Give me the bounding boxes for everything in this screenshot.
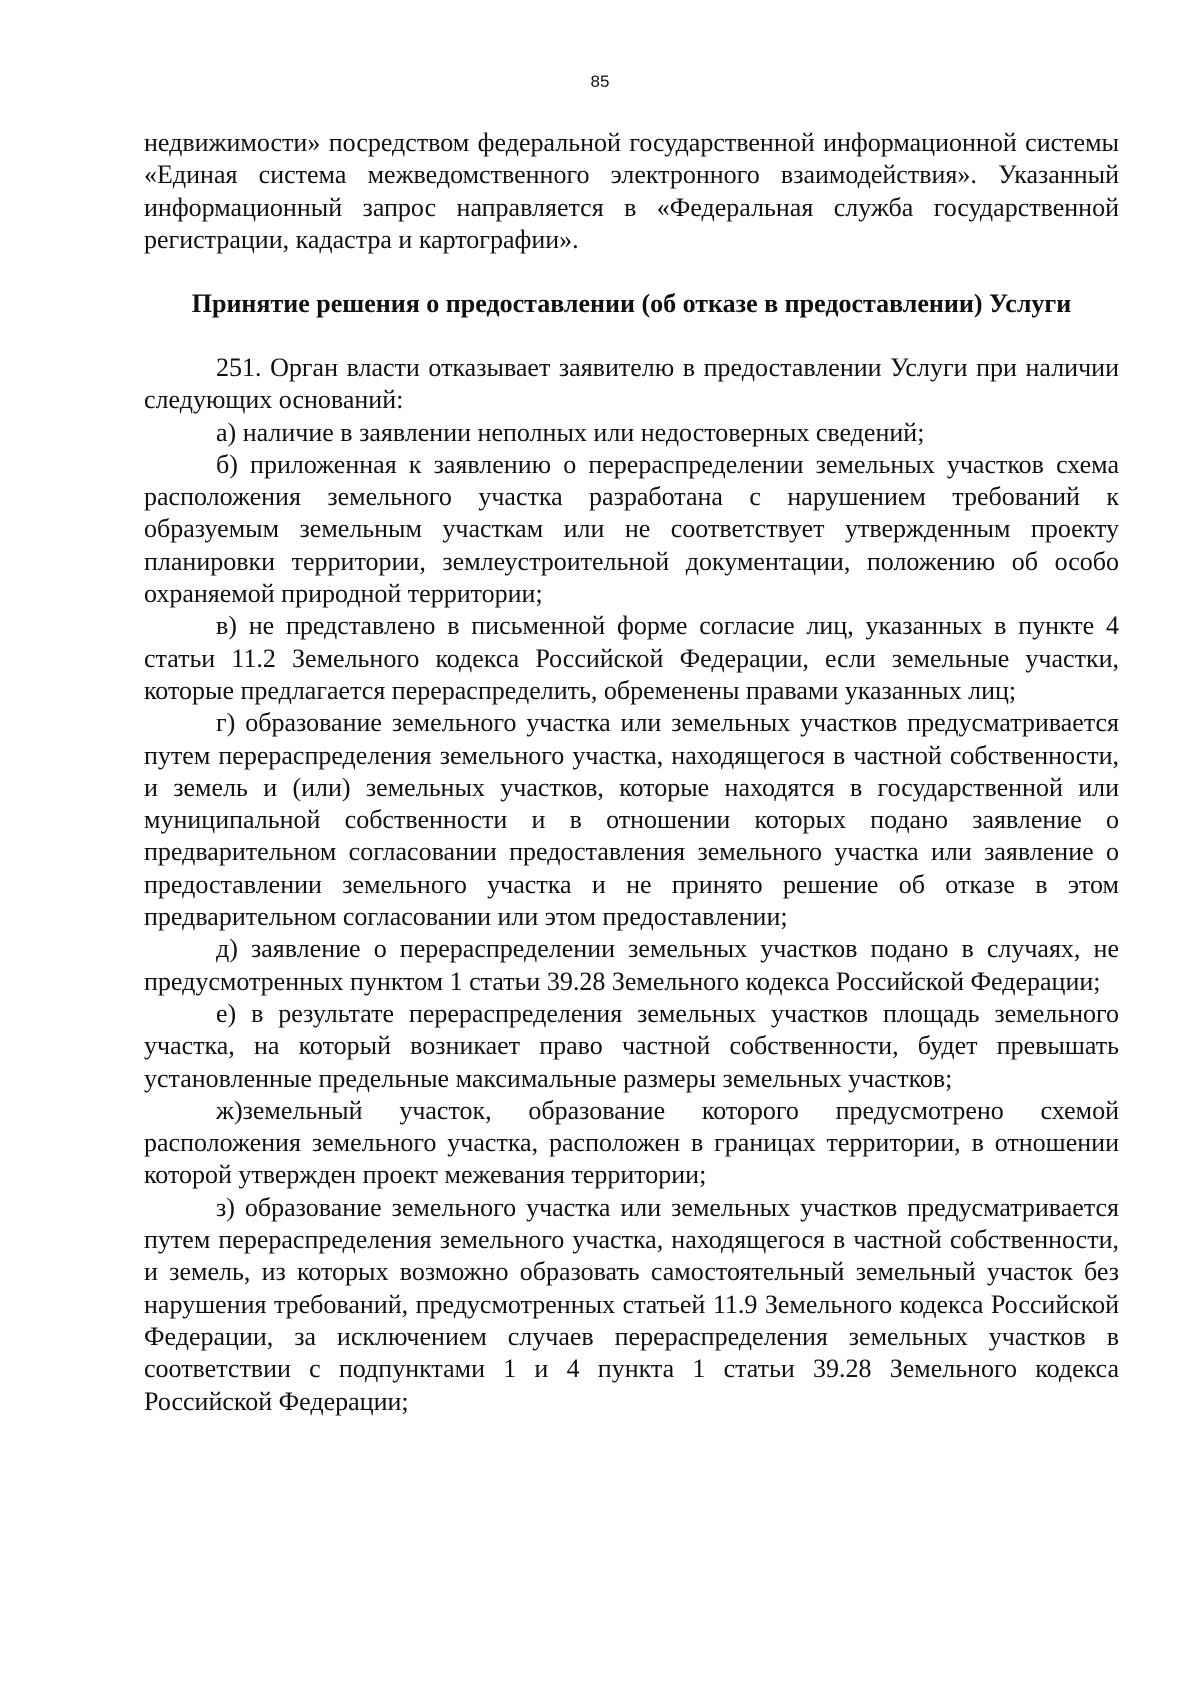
- section-heading: Принятие решения о предоставлении (об отказе в предоставлении) Услуги: [191, 289, 1072, 318]
- paragraph-item-a: а) наличие в заявлении неполных или недостоверных сведений;: [216, 417, 925, 447]
- paragraph-item-b: б) приложенная к заявлению о перераспределении земельных участков схема расположения земельного участка разработана с нарушением требований к образуемым земельным участкам или не соответствует утвержденным проекту планировки территории, землеустроительной документации, положению об особо охраняемой природной территории;: [144, 449, 1119, 609]
- paragraph-item-z: з) образование земельного участка или земельных участков предусматривается путем перераспределения земельного участка, находящегося в частной собственности, и земель, из которых возможно образовать самостоятельный земельный участок без нарушения требований, предусмотренных статьей 11.9 Земельного кодекса Российской Федерации, за исключением случаев перераспределения земельных участков в соответствии с подпунктами 1 и 4 пункта 1 статьи 39.28 Земельного кодекса Российской Федерации;: [144, 1192, 1119, 1416]
- paragraph-item-zh: ж)земельный участок, образование которого предусмотрено схемой расположения земельного участка, расположен в границах территории, в отношении которой утвержден проект межевания территории;: [144, 1095, 1119, 1190]
- paragraph-item-e: е) в результате перераспределения земельных участков площадь земельного участка, на который возникает право частной собственности, будет превышать установленные предельные максимальные размеры земельных участков;: [144, 998, 1119, 1093]
- paragraph-item-d: д) заявление о перераспределении земельных участков подано в случаях, не предусмотренных пунктом 1 статьи 39.28 Земельного кодекса Российской Федерации;: [144, 934, 1119, 996]
- page-number: 85: [590, 72, 610, 91]
- section-body: [144, 352, 1119, 1418]
- paragraph-clause-251: 251. Орган власти отказывает заявителю в предоставлении Услуги при наличии следующих оснований:: [144, 353, 1119, 415]
- paragraph-item-v: в) не представлено в письменной форме согласие лиц, указанных в пункте 4 статьи 11.2 Земельного кодекса Российской Федерации, если земельные участки, которые предлагается перераспределить, обременены правами указанных лиц;: [144, 611, 1119, 705]
- paragraph-text: недвижимости» посредством федеральной государственной информационной системы «Единая система межведомственного электронного взаимодействия». Указанный информационный запрос направляется в «Федеральная служба государственной регистрации, кадастра и картографии».: [144, 128, 1119, 254]
- continuation-paragraph: [144, 127, 1119, 256]
- paragraph-item-g: г) образование земельного участка или земельных участков предусматривается путем перераспределения земельного участка, находящегося в частной собственности, и земель и (или) земельных участков, которые находятся в государственной или муниципальной собственности и в отношении которых подано заявление о предварительном согласовании предоставления земельного участка или заявление о предоставлении земельного участка и не принято решение об отказе в этом предварительном согласовании или этом предоставлении;: [144, 708, 1119, 932]
